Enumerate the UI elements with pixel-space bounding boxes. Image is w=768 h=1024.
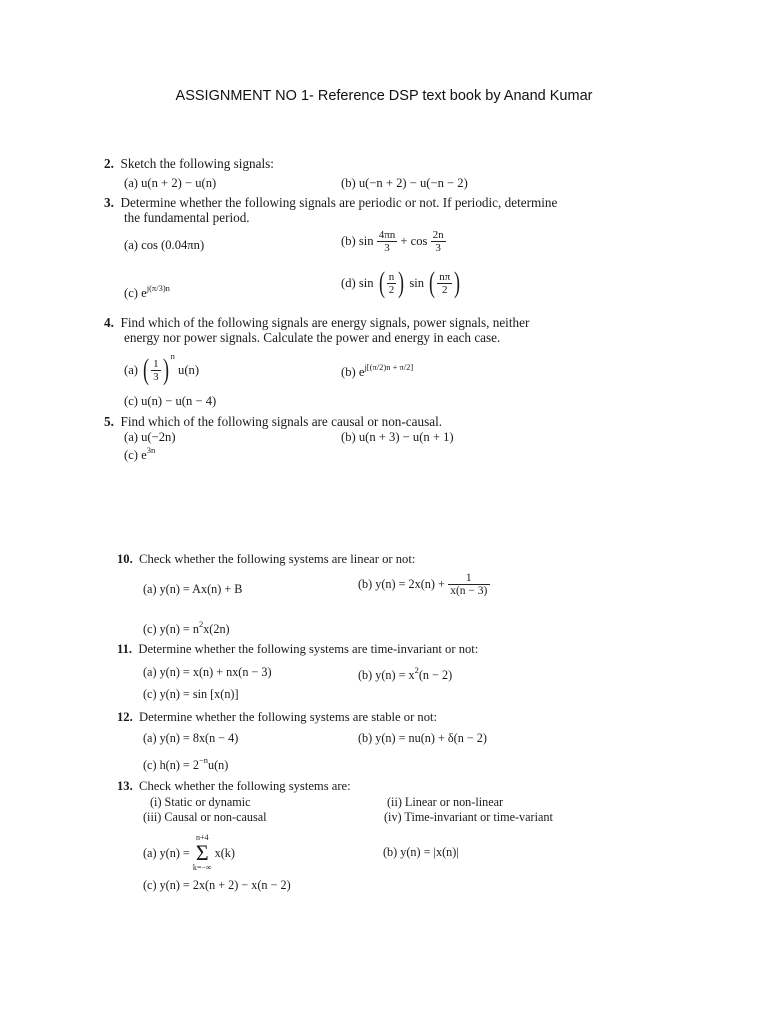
- page-title: ASSIGNMENT NO 1- Reference DSP text book by Anand Kumar: [175, 88, 593, 104]
- q3-part-d: (d) sin ( $\frac{n}{2}$ ) sin ( $\frac{n\pi}{2}$ ): [341, 266, 461, 299]
- q10-part-a: (a) y(n) = Ax(n) + B: [143, 582, 243, 596]
- question-stem: Determine whether the following systems are stable or not:: [139, 710, 438, 724]
- q10-part-c: (c) $y(n) = n^2x(2n)$: [143, 619, 230, 636]
- fraction: $\frac{n\pi}{2}$: [439, 270, 451, 296]
- question-stem: Check whether the following systems are linear or not:: [139, 552, 416, 566]
- question-number: 11.: [117, 642, 133, 656]
- q5-part-b: (b) u(n + 3) − u(n + 1): [341, 430, 454, 444]
- q2-part-a: (a) u(n + 2) − u(n): [124, 176, 217, 190]
- q13-part-c: (c) y(n) = 2x(n + 2) − x(n − 2): [143, 878, 291, 892]
- question-13: [117, 779, 351, 794]
- question-stem: Determine whether the following signals are periodic or not. If periodic, determine: [120, 195, 558, 210]
- q4-part-a: (a) ( $\frac{1}{3}$ ) $^n$ u(n): [124, 351, 200, 387]
- q12-part-b: (b) y(n) = nu(n) + δ(n − 2): [358, 731, 487, 745]
- q13-item-iv: (iv) Time-invariant or time-variant: [384, 810, 553, 824]
- q11-part-c: (c) y(n) = sin [x(n)]: [143, 687, 239, 701]
- q3-part-c: (c) $e^{j(\pi/3)n}$: [124, 283, 170, 300]
- question-2: [104, 156, 274, 171]
- question-4: [104, 315, 529, 330]
- q13-item-i: (i) Static or dynamic: [150, 795, 251, 809]
- question-number: 12.: [117, 710, 133, 724]
- fraction: $\frac{n}{2}$: [388, 270, 395, 296]
- q13-item-ii: (ii) Linear or non-linear: [387, 795, 504, 809]
- question-5: [104, 414, 442, 429]
- q3-part-a: (a) cos (0.04πn): [124, 238, 205, 252]
- question-stem-cont: the fundamental period.: [124, 210, 250, 225]
- fraction: $\frac{1}{3}$: [153, 357, 159, 383]
- q12-part-a: (a) y(n) = 8x(n − 4): [143, 731, 239, 745]
- question-12: [117, 710, 437, 725]
- question-stem: Check whether the following systems are:: [139, 779, 351, 793]
- question-stem: Sketch the following signals:: [120, 156, 274, 171]
- question-number: 2.: [104, 156, 114, 171]
- q13-item-iii: (iii) Causal or non-causal: [143, 810, 267, 824]
- q2-part-b: (b) u(−n + 2) − u(−n − 2): [341, 176, 468, 190]
- question-stem-cont: energy nor power signals. Calculate the power and energy in each case.: [124, 330, 501, 345]
- fraction: $\frac{4\pi n}{3}$: [378, 229, 396, 254]
- question-stem: Determine whether the following systems are time-invariant or not:: [138, 642, 479, 656]
- fraction: $\frac{2n}{3}$: [432, 229, 444, 254]
- q10-part-b: (b) y(n) = 2x(n) + $\frac{1}{x(n - 3)}$: [358, 572, 490, 597]
- q11-part-a: (a) y(n) = x(n) + nx(n − 3): [143, 665, 272, 679]
- question-10: [117, 552, 415, 567]
- q13-part-a: (a) y(n) = n+4 Σ k=−∞ x(k): [143, 833, 235, 872]
- q13-part-b: (b) y(n) = |x(n)|: [383, 845, 459, 859]
- question-3: [104, 195, 557, 210]
- fraction: $\frac{1}{x(n - 3)}$: [448, 572, 490, 597]
- q5-part-a: (a) u(−2n): [124, 430, 176, 444]
- q5-part-c: (c) $e^{3n}$: [124, 445, 156, 462]
- summation: n+4 Σ k=−∞: [192, 833, 212, 872]
- question-number: 4.: [104, 315, 114, 330]
- question-number: 5.: [104, 414, 114, 429]
- q12-part-c: (c) $h(n) = 2^{-n}u(n)$: [143, 755, 229, 772]
- question-stem: Find which of the following signals are energy signals, power signals, neither: [120, 315, 530, 330]
- question-number: 13.: [117, 779, 133, 793]
- question-number: 3.: [104, 195, 114, 210]
- q11-part-b: (b) $y(n) = x^2(n - 2)$: [358, 665, 453, 682]
- question-number: 10.: [117, 552, 133, 566]
- q4-part-b: (b) $e^{j[(\pi/2)n + \pi/2]}$: [341, 362, 414, 379]
- question-stem: Find which of the following signals are causal or non-causal.: [120, 414, 443, 429]
- question-11: [117, 642, 478, 657]
- q4-part-c: (c) u(n) − u(n − 4): [124, 394, 217, 408]
- q3-part-b: (b) sin $\frac{4\pi n}{3}$ + cos $\frac{2n}{3}$: [341, 229, 444, 254]
